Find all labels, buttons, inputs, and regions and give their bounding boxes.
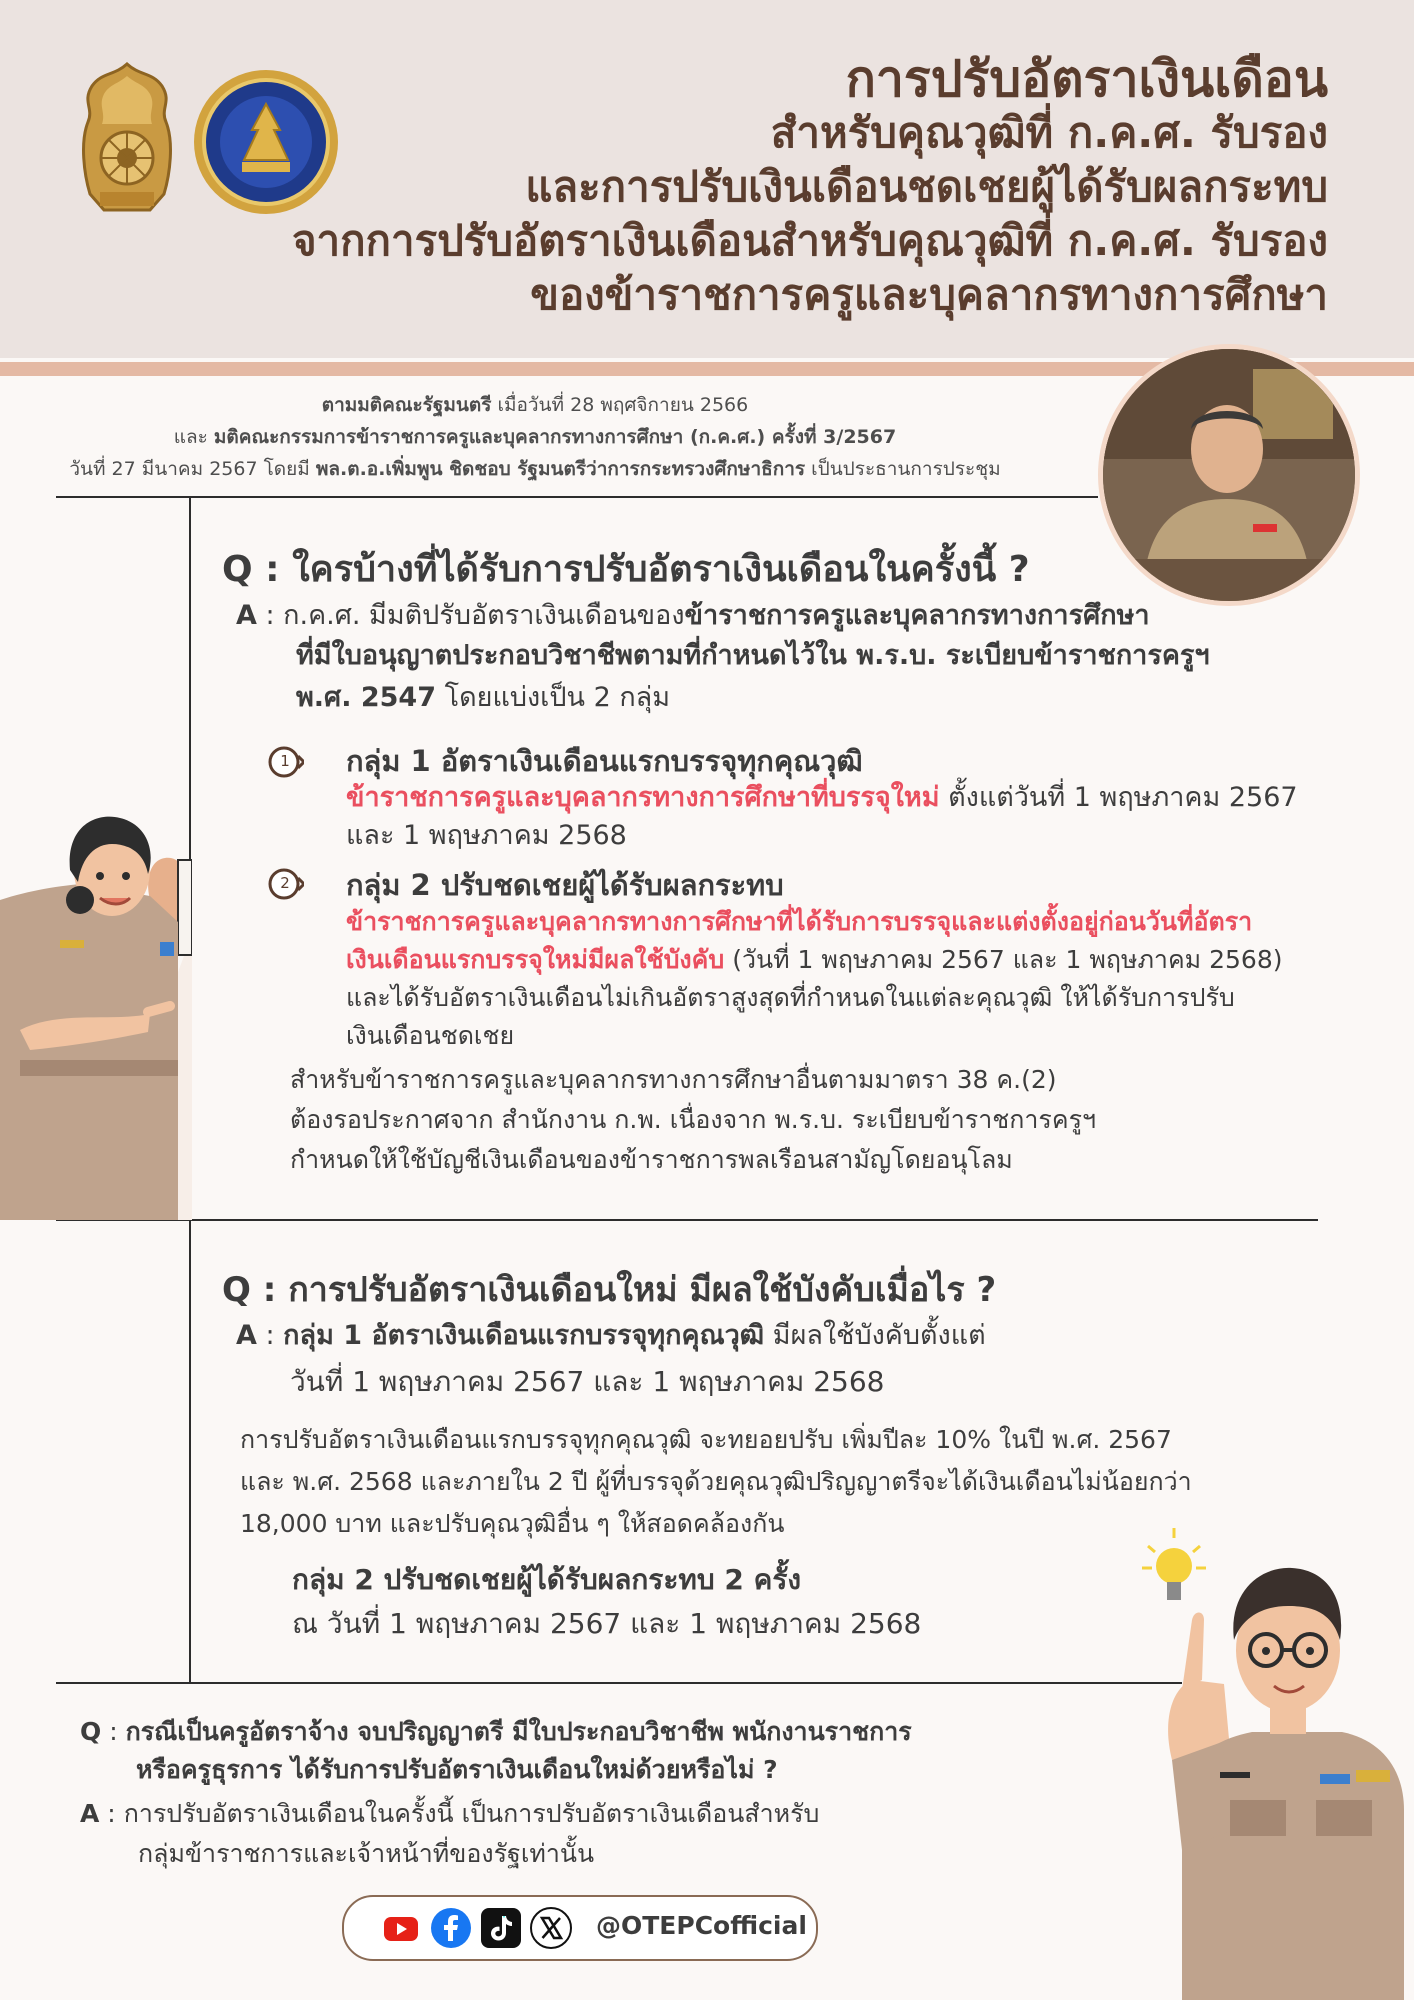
detail-line-1: การปรับอัตราเงินเดือนแรกบรรจุทุกคุณวุฒิ จะทยอยปรับ เพิ่มปีละ 10% ในปี พ.ศ. 2567 [240, 1425, 1172, 1454]
answer-3-line-2: กลุ่มข้าราชการและเจ้าหน้าที่ของรัฐเท่านั้น [138, 1839, 595, 1868]
answer-2-group: กลุ่ม 1 อัตราเงินเดือนแรกบรรจุทุกคุณวุฒิ [283, 1320, 765, 1351]
title-line-5: ของข้าราชการครูและบุคลากรทางการศึกษา [530, 270, 1328, 319]
title-block [292, 52, 1328, 322]
answer-2-line-2: วันที่ 1 พฤษภาคม 2567 และ 1 พฤษภาคม 2568 [290, 1365, 885, 1398]
group-2-line-2 [346, 940, 1283, 980]
question-2 [222, 1262, 996, 1316]
x-icon[interactable] [530, 1907, 572, 1949]
group-2-line-4: เงินเดือนชดเชย [346, 1021, 515, 1050]
answer-1-groups: โดยแบ่งเป็น 2 กลุ่ม [436, 682, 671, 713]
ministry-crest-logo [74, 62, 180, 218]
tiktok-icon[interactable] [480, 1907, 522, 1949]
detail-line-3: 18,000 บาท และปรับคุณวุฒิอื่น ๆ ให้สอดคล้องกัน [240, 1509, 785, 1538]
resolution-line-2 [0, 422, 1070, 452]
group-2-highlight-2: เงินเดือนแรกบรรจุใหม่มีผลใช้บังคับ [346, 945, 725, 974]
answer-2-effective: มีผลใช้บังคับตั้งแต่ [764, 1320, 986, 1351]
group-2-number: 2 [280, 874, 290, 892]
answer-1-target: ข้าราชการครูและบุคลากรทางการศึกษา [684, 600, 1150, 631]
group-2-highlight-1: ข้าราชการครูและบุคลากรทางการศึกษาที่ได้รับการบรรจุและแต่งตั้งอยู่ก่อนวันที่อัตรา [346, 907, 1253, 936]
answer-1-line-1 [236, 596, 1150, 636]
note-line-3: กำหนดให้ใช้บัญชีเงินเดือนของข้าราชการพลเรือนสามัญโดยอนุโลม [290, 1145, 1013, 1174]
a-label: A [80, 1799, 100, 1828]
q-label: Q [222, 549, 253, 590]
answer-1-line-2 [296, 636, 1210, 676]
a-label: A [236, 1320, 257, 1351]
male-teacher-illustration [1142, 1510, 1414, 2000]
a-separator: : [256, 1320, 284, 1351]
group-1-highlight: ข้าราชการครูและบุคลากรทางการศึกษาที่บรรจุใหม่ [346, 782, 940, 813]
a-separator: : [99, 1799, 124, 1828]
note-line-1: สำหรับข้าราชการครูและบุคลากรทางการศึกษาอื่นตามมาตรา 38 ค.(2) [290, 1065, 1057, 1094]
question-2-text: การปรับอัตราเงินเดือนใหม่ มีผลใช้บังคับเมื่อไร ? [288, 1270, 997, 1310]
group-1-date: ตั้งแต่วันที่ 1 พฤษภาคม 2567 [939, 782, 1298, 813]
group-2-line-1 [346, 902, 1252, 942]
answer-1-intro: ก.ค.ศ. มีมติปรับอัตราเงินเดือนของ [283, 600, 685, 631]
group-2-title: กลุ่ม 2 ปรับชดเชยผู้ได้รับผลกระทบ [346, 868, 784, 902]
group-1-title: กลุ่ม 1 อัตราเงินเดือนแรกบรรจุทุกคุณวุฒิ [346, 744, 863, 778]
answer-1-license: ที่มีใบอนุญาตประกอบวิชาชีพตามที่กำหนดไว้ใน พ.ร.บ. ระเบียบข้าราชการครูฯ [296, 640, 1210, 671]
committee-resolution: มติคณะกรรมการข้าราชการครูและบุคลากรทางการศึกษา (ก.ค.ศ.) ครั้งที่ 3/2567 [213, 426, 897, 448]
title-line-2: สำหรับคุณวุฒิที่ ก.ค.ศ. รับรอง [770, 108, 1328, 157]
main-title: การปรับอัตราเงินเดือน [845, 50, 1328, 108]
section-2-group-2-date: ณ วันที่ 1 พฤษภาคม 2567 และ 1 พฤษภาคม 2568 [292, 1607, 922, 1640]
divider-middle [56, 1219, 1318, 1221]
answer-1-line-3 [296, 678, 670, 718]
divider-top [56, 496, 1098, 498]
facebook-icon[interactable] [430, 1907, 472, 1949]
cabinet-date: เมื่อวันที่ 28 พฤศจิกายน 2566 [491, 394, 749, 416]
group-1-line-1 [346, 778, 1298, 818]
q-separator: : [252, 549, 293, 590]
chairman-name: พล.ต.อ.เพิ่มพูน ชิดชอบ รัฐมนตรีว่าการกระทรวงศึกษาธิการ [315, 458, 806, 480]
answer-3-line-1 [80, 1794, 819, 1834]
q-separator: : [250, 1270, 289, 1310]
question-3-text-1: กรณีเป็นครูอัตราจ้าง จบปริญญาตรี มีใบประกอบวิชาชีพ พนักงานราชการ [125, 1717, 912, 1746]
a-separator: : [256, 600, 284, 631]
group-2-dates: (วันที่ 1 พฤษภาคม 2567 และ 1 พฤษภาคม 2568) [724, 945, 1283, 974]
lightbulb-icon [1142, 1528, 1206, 1600]
chairman-role: เป็นประธานการประชุม [805, 458, 1001, 480]
answer-3-text-1: การปรับอัตราเงินเดือนในครั้งนี้ เป็นการปรับอัตราเงินเดือนสำหรับ [123, 1799, 820, 1828]
q-label: Q [222, 1270, 251, 1310]
section-2-group-2-title: กลุ่ม 2 ปรับชดเชยผู้ได้รับผลกระทบ 2 ครั้ง [292, 1563, 802, 1596]
answer-1-act-year: พ.ศ. 2547 [296, 682, 436, 713]
and-text: และ [173, 426, 214, 448]
note-line-2: ต้องรอประกาศจาก สำนักงาน ก.พ. เนื่องจาก พ.ร.บ. ระเบียบข้าราชการครูฯ [290, 1105, 1097, 1134]
group-1-line-2: และ 1 พฤษภาคม 2568 [346, 820, 627, 851]
q-separator: : [101, 1717, 126, 1746]
answer-2-line-1 [236, 1316, 986, 1356]
group-2-line-3: และได้รับอัตราเงินเดือนไม่เกินอัตราสูงสุดที่กำหนดในแต่ละคุณวุฒิ ให้ได้รับการปรับ [346, 983, 1235, 1012]
title-line-4: จากการปรับอัตราเงินเดือนสำหรับคุณวุฒิที่ ก.ค.ศ. รับรอง [291, 216, 1328, 265]
divider-bottom [56, 1682, 1182, 1684]
question-3-line-2: หรือครูธุรการ ได้รับการปรับอัตราเงินเดือนใหม่ด้วยหรือไม่ ? [136, 1755, 778, 1784]
social-handle[interactable]: @OTEPCofficial [596, 1911, 807, 1940]
cabinet-resolution: ตามมติคณะรัฐมนตรี [321, 394, 492, 416]
resolution-line-1 [0, 390, 1070, 420]
question-1-text: ใครบ้างที่ได้รับการปรับอัตราเงินเดือนในครั้งนี้ ? [292, 549, 1030, 590]
question-1 [222, 540, 1030, 597]
female-teacher-illustration [0, 800, 192, 1220]
a-label: A [236, 600, 257, 631]
question-3-line-1 [80, 1712, 912, 1752]
youtube-icon[interactable] [380, 1907, 422, 1949]
social-bar[interactable] [342, 1895, 818, 1961]
q-label: Q [80, 1717, 102, 1746]
detail-line-2: และ พ.ศ. 2568 และภายใน 2 ปี ผู้ที่บรรจุด้วยคุณวุฒิปริญญาตรีจะได้เงินเดือนไม่น้อยกว่า [240, 1467, 1192, 1496]
title-line-3: และการปรับเงินเดือนชดเชยผู้ได้รับผลกระทบ [525, 162, 1328, 211]
timeline-line-2 [189, 1220, 191, 1682]
meeting-date: วันที่ 27 มีนาคม 2567 โดยมี [69, 458, 316, 480]
group-1-number: 1 [280, 752, 290, 770]
minister-photo [1098, 344, 1360, 606]
resolution-line-3 [0, 454, 1070, 484]
